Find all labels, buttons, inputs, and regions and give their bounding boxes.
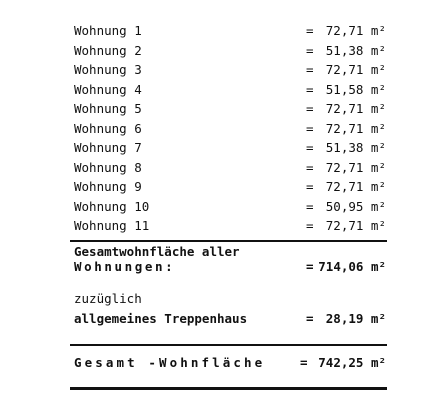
- unit-name: Wohnung 10: [74, 198, 150, 214]
- equals-sign: =: [306, 198, 314, 214]
- equals-sign: =: [306, 120, 314, 136]
- divider-line: [70, 344, 387, 346]
- unit-row: [0, 216, 427, 236]
- total-label-line1: Gesamtwohnfläche aller: [74, 244, 240, 259]
- equals-sign: =: [306, 81, 314, 97]
- unit-row: [0, 21, 427, 41]
- equals-sign: =: [306, 311, 314, 326]
- unit-row: [0, 119, 427, 139]
- unit-area: 72,71 m²: [325, 179, 386, 194]
- stairwell-label: allgemeines Treppenhaus: [74, 311, 248, 326]
- total-area: 714,06 m²: [318, 259, 386, 274]
- unit-row: [0, 177, 427, 197]
- unit-name: Wohnung 9: [74, 179, 142, 194]
- equals-sign: =: [306, 42, 314, 58]
- equals-sign: =: [306, 179, 314, 194]
- unit-name: Wohnung 6: [74, 120, 142, 136]
- unit-name: Wohnung 4: [74, 81, 142, 97]
- unit-area: 50,95 m²: [325, 198, 386, 214]
- unit-row: [0, 197, 427, 217]
- unit-row: [0, 41, 427, 61]
- equals-sign: =: [306, 23, 314, 38]
- unit-name: Wohnung 2: [74, 42, 142, 58]
- unit-area: 72,71 m²: [325, 23, 386, 38]
- unit-area: 72,71 m²: [325, 120, 386, 136]
- grand-total-area: 742,25 m²: [318, 355, 386, 370]
- unit-name: Wohnung 5: [74, 101, 142, 116]
- unit-row: [0, 138, 427, 158]
- unit-row: [0, 80, 427, 100]
- equals-sign: =: [306, 140, 314, 155]
- equals-sign: =: [306, 259, 314, 274]
- unit-area: 72,71 m²: [325, 218, 386, 233]
- equals-sign: =: [306, 159, 314, 175]
- unit-area: 51,38 m²: [325, 140, 386, 155]
- unit-name: Wohnung 11: [74, 218, 150, 233]
- unit-area: 72,71 m²: [325, 101, 386, 116]
- unit-area: 72,71 m²: [325, 159, 386, 175]
- unit-area: 72,71 m²: [325, 62, 386, 77]
- equals-sign: =: [306, 101, 314, 116]
- unit-list: [0, 21, 427, 236]
- unit-area: 51,38 m²: [325, 42, 386, 58]
- unit-area: 51,58 m²: [325, 81, 386, 97]
- extra-label: zuzüglich: [74, 291, 142, 306]
- divider-line: [70, 240, 387, 242]
- unit-row: [0, 158, 427, 178]
- unit-row: [0, 99, 427, 119]
- unit-name: Wohnung 3: [74, 62, 142, 77]
- equals-sign: =: [300, 355, 308, 370]
- equals-sign: =: [306, 218, 314, 233]
- total-label-line2: Wohnungen:: [74, 259, 176, 274]
- unit-name: Wohnung 7: [74, 140, 142, 155]
- total-label: [74, 244, 240, 274]
- double-underline: [70, 387, 387, 390]
- grand-total-label: Gesamt -Wohnfläche: [74, 355, 266, 370]
- equals-sign: =: [306, 62, 314, 77]
- unit-name: Wohnung 8: [74, 159, 142, 175]
- unit-name: Wohnung 1: [74, 23, 142, 38]
- stairwell-area: 28,19 m²: [325, 311, 386, 326]
- unit-row: [0, 60, 427, 80]
